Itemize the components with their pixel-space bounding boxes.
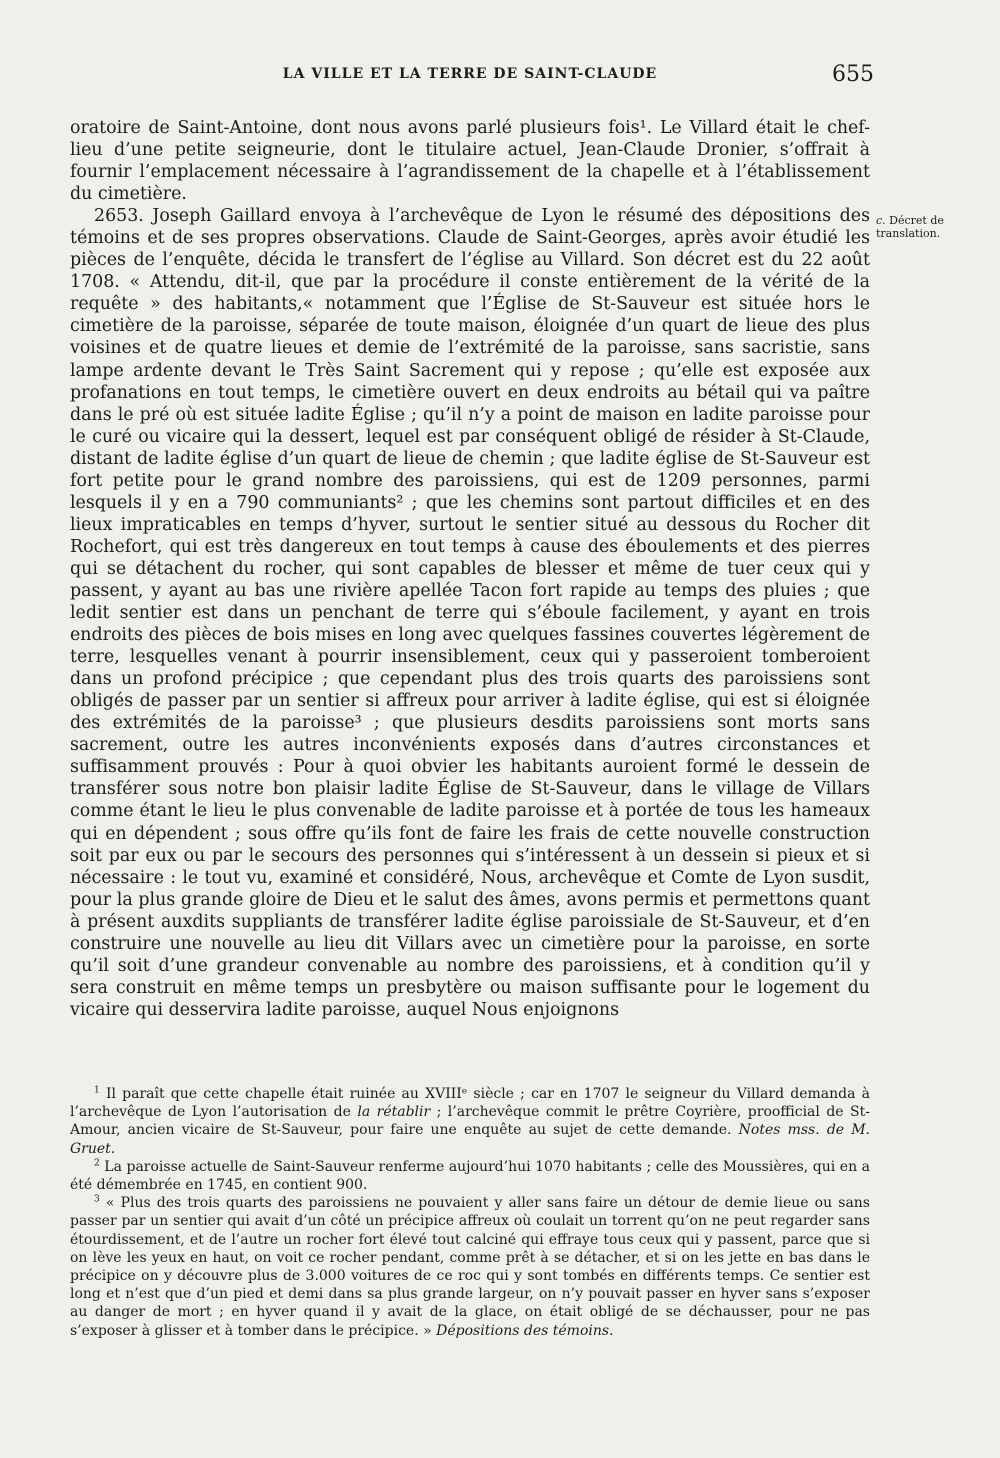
footnote-1-text-a: Il paraît que cette chapelle était ruinée au XVIIIᵉ siècle ; car en 1707 le seigneur du Villard demanda à l’archevêque de Lyon l’autorisation de [70,1086,870,1121]
footnote-3 [70,1194,870,1340]
footnote-3-text: « Plus des trois quarts des paroissiens ne pouvaient y aller sans faire un détour de demie lieue ou sans passer par un sentier qui avait d’un côté un précipice affreux où coulait un torrent qu’on ne peut regarder sans étourdissement, et de l’autre un rocher fort élevé tout calciné qui effraye tous ceux qui y passent, parce que si on lève les yeux en haut, on voit ce rocher pendant, comme prêt à se détacher, et si on les jette en bas dans le précipice on y découvre plus de 3.000 voitures de ce roc qui y sont tombés en différents temps. Ce sentier est long et n’est que d’un pied et demi dans sa plus grande largeur, on n’y pouvait passer en hyver sans s’exposer au danger de mort ; en hyver quand il y avait de la glace, on était obligé de se déchausser, pour ne pas s’exposer à glisser et à tomber dans le précipice. » [70,1195,870,1339]
margin-note [876,214,966,240]
footnote-1 [70,1085,870,1158]
footnote-3-number: 3 [94,1194,100,1205]
footnote-3-source: Dépositions des témoins. [436,1322,614,1339]
main-text [70,117,870,1021]
page-header [70,62,874,88]
running-title: LA VILLE ET LA TERRE DE SAINT-CLAUDE [282,66,658,82]
page-number: 655 [832,62,874,87]
margin-note-marker: c. [876,214,886,227]
footnote-1-number: 1 [94,1085,100,1096]
footnote-1-source: Notes mss. de M. Gruet. [70,1122,870,1157]
footnote-1-text-b: ; l’archevêque commit le prêtre Coyrière, proofficial de St-Amour, ancien vicaire de St-Sauveur, pour faire une enquête au sujet de cette demande. [70,1104,870,1139]
footnote-1-emphasis: la rétablir [357,1104,431,1121]
margin-note-text: Décret de translation. [876,214,944,240]
footnote-2 [70,1158,870,1194]
paragraph-1: oratoire de Saint-Antoine, dont nous avons parlé plusieurs fois¹. Le Villard était le chef-lieu d’une petite seigneurie, dont le titulaire actuel, Jean-Claude Dronier, s’offrait à fournir l’emplacement nécessaire à l’agrandissement de la chapelle et à l’établissement du cimetière. [70,118,870,205]
footnote-2-text: La paroisse actuelle de Saint-Sauveur renferme aujourd’hui 1070 habitants ; celle des Moussières, qui en a été démembrée en 1745, en contient 900. [70,1158,870,1194]
footnotes [70,1085,870,1340]
paragraph-2653: 2653. Joseph Gaillard envoya à l’archevêque de Lyon le résumé des dépositions des témoins et de ses propres observations. Claude de Saint-Georges, après avoir étudié les pièces de l’enquête, décida le transfert de l’église au Villard. Son décret est du 22 août 1708. « Attendu, dit-il, que par la procédure il conste entièrement de la vérité de la requête » des habitants,« notamment que l’Église de St-Sauveur est située hors le cimetière de la paroisse, séparée de toute maison, éloignée d’un quart de lieue des plus voisines et de quatre lieues et demie de l’extrémité de la paroisse, sans sacristie, sans lampe ardente devant le Très Saint Sacrement qui y repose ; qu’elle est exposée aux profanations en tout temps, le cimetière ouvert en deux endroits au bétail qui va paître dans le pré où est située ladite Église ; qu’il n’y a point de maison en ladite paroisse pour le curé ou vicaire qui la dessert, lequel est par conséquent obligé de résider à St-Claude, distant de ladite église d’un quart de lieue de chemin ; que ladite église de St-Sauveur est fort petite pour le grand nombre des paroissiens, qui est de 1209 personnes, parmi lesquels il y en a 790 communiants² ; que les chemins sont partout difficiles et en des lieux impraticables en temps d’hyver, surtout le sentier situé au dessous du Rocher dit Rochefort, qui est très dangereux en tout temps à cause des éboulements et des pierres qui se détachent du rocher, qui sont capables de blesser et même de tuer ceux qui y passent, y ayant au bas une rivière apellée Tacon fort rapide au temps des pluies ; que ledit sentier est dans un penchant de terre qui s’éboule facilement, y ayant en trois endroits des pièces de bois mises en long avec quelques fassines couvertes légèrement de terre, lesquelles venant à pourrir insensiblement, ceux qui y passeroient tomberoient dans un profond précipice ; que cependant plus des trois quarts des paroissiens sont obligés de passer par un sentier si affreux pour arriver à ladite église, qui est si éloignée des extrémités de la paroisse³ ; que plusieurs desdits paroissiens sont morts sans sacrement, outre les autres inconvénients exposés dans d’autres circonstances et suffisamment prouvés : Pour à quoi obvier les habitants auroient formé le dessein de transférer sous notre bon plaisir ladite Église de St-Sauveur, dans le village de Villars comme étant le lieu le plus convenable de ladite paroisse et à portée de tous les hameaux qui en dépendent ; sous offre qu’ils font de faire les frais de cette nouvelle construction soit par eux ou par le secours des personnes qui s’intéressent à un dessein si pieux et si nécessaire : le tout vu, examiné et considéré, Nous, archevêque et Comte de Lyon susdit, pour la plus grande gloire de Dieu et le salut des âmes, avons permis et permettons quant à présent auxdits suppliants de transférer ladite église paroissiale de St-Sauveur, et d’en construire une nouvelle au lieu dit Villars avec un cimetière pour la paroisse, en sorte qu’il soit d’une grandeur convenable au nombre des paroissiens, et à condition qu’il y sera construit en même temps un presbytère ou maison suffisante pour le logement du vicaire qui desservira ladite paroisse, auquel Nous enjoignons [70,206,870,1020]
footnote-2-number: 2 [94,1158,100,1169]
